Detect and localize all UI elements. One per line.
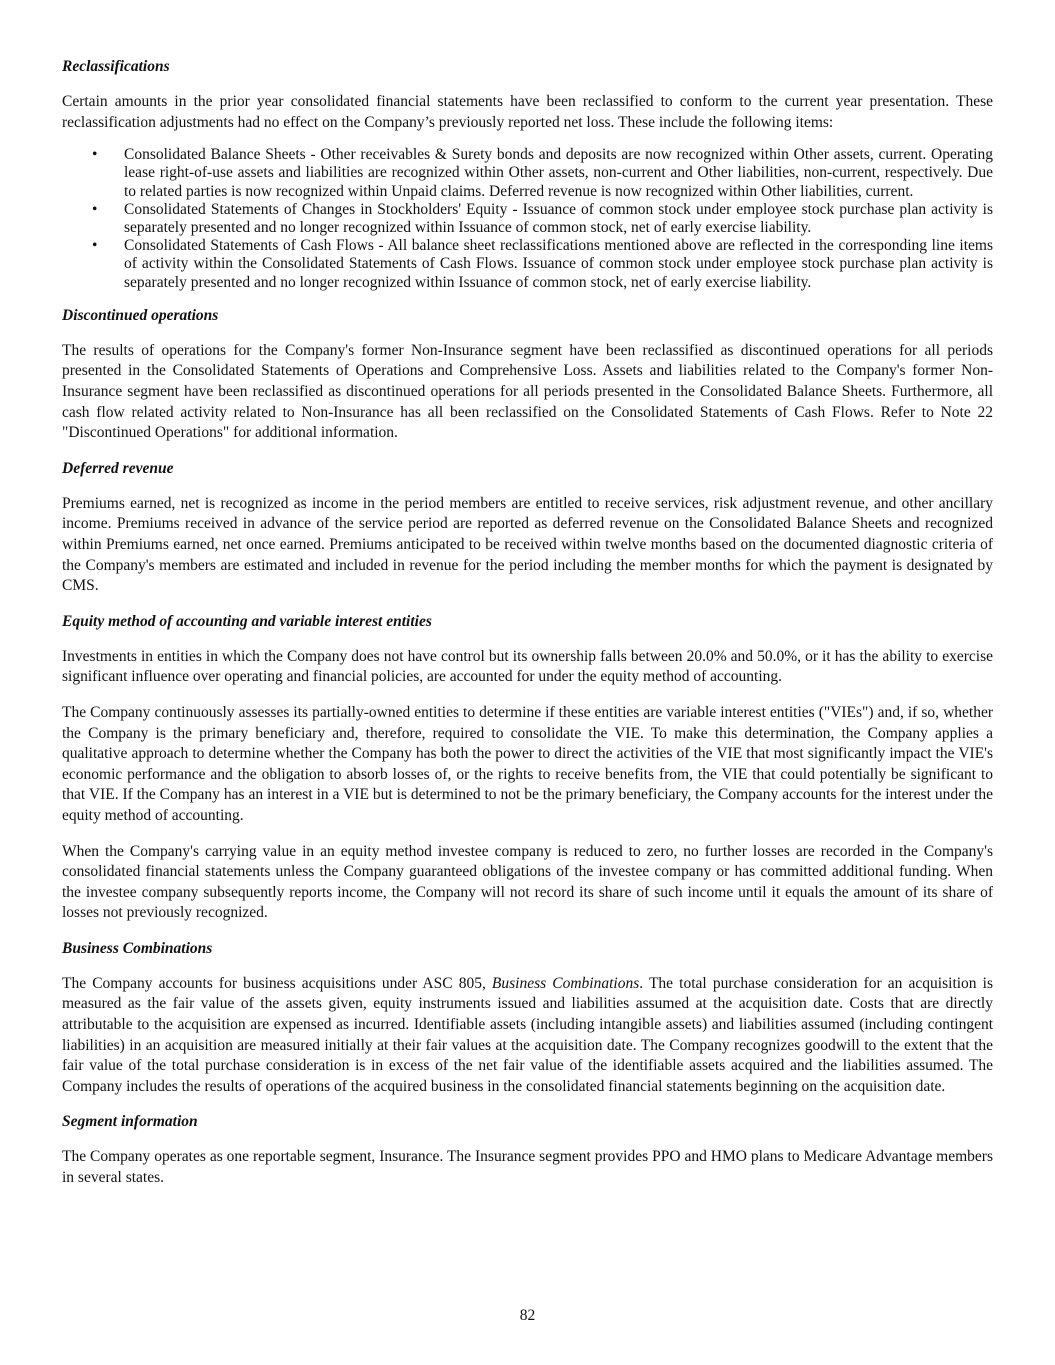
paragraph [62, 974, 993, 1098]
bullet-icon: • [92, 200, 98, 218]
document-page [62, 57, 993, 1204]
section-heading: Reclassifications [62, 58, 170, 75]
section-heading: Discontinued operations [62, 306, 219, 324]
list-item [62, 237, 993, 292]
bullet-list [62, 146, 993, 292]
paragraph: The Company continuously assesses its partially-owned entities to determine if these entities are variable interest entities ("VIEs") and, if so, whether the Company is the primary beneficiary and, therefore, required to consolidate the VIE. To make this determination, the Company applies a qualitative approach to determine whether the Company has both the power to direct the activities of the VIE that most significantly impact the VIE's economic performance and the obligation to absorb losses of, or the rights to receive benefits from, the VIE that could potentially be significant to that VIE. If the Company has an interest in a VIE but is determined to not be the primary beneficiary, the Company accounts for the interest under the equity method of accounting. [62, 703, 993, 824]
list-item-text: Consolidated Balance Sheets - Other receivables & Surety bonds and deposits are now recognized within Other assets, current. Operating lease right-of-use assets and liabilities are recognized within Other assets, non-current and Other liabilities, non-current, respectively. Due to related parties is now recognized within Unpaid claims. Deferred revenue is now recognized within Other liabilities, current. [124, 146, 993, 200]
paragraph: Certain amounts in the prior year consolidated financial statements have been reclassified to conform to the current year presentation. These reclassification adjustments had no effect on the Company’s previously reported net loss. These include the following items: [62, 93, 993, 131]
page-number: 82 [519, 1307, 536, 1324]
paragraph-text: The Company accounts for business acquisitions under ASC 805, [62, 974, 492, 992]
section-business-combinations [62, 939, 993, 1098]
bullet-icon: • [92, 237, 98, 255]
paragraph: Premiums earned, net is recognized as income in the period members are entitled to receive services, risk adjustment revenue, and other ancillary income. Premiums received in advance of the service period are reported as deferred revenue on the Consolidated Balance Sheets and recognized within Premiums earned, net once earned. Premiums anticipated to be received within twelve months based on the documented diagnostic criteria of the Company's members are estimated and included in revenue for the period including the member months for which the payment is designated by CMS. [62, 494, 993, 595]
list-item-text: Consolidated Statements of Changes in Stockholders' Equity - Issuance of common stock under employee stock purchase plan activity is separately presented and no longer recognized within Issuance of common stock, net of early exercise liability. [124, 200, 993, 236]
section-segment-information [62, 1112, 993, 1188]
section-heading: Business Combinations [62, 939, 213, 957]
paragraph: The Company operates as one reportable segment, Insurance. The Insurance segment provides PPO and HMO plans to Medicare Advantage members in several states. [62, 1148, 993, 1187]
list-item-text: Consolidated Statements of Cash Flows - All balance sheet reclassifications mentioned above are reflected in the corresponding line items of activity within the Consolidated Statements of Cash Flows. Issuance of common stock under employee stock purchase plan activity is separately presented and no longer recognized within Issuance of common stock, net of early exercise liability. [124, 237, 993, 291]
section-equity-method [62, 612, 993, 924]
paragraph: When the Company's carrying value in an equity method investee company is reduced to zero, no further losses are recorded in the Company's consolidated financial statements unless the Company guaranteed obligations of the investee company or has committed additional funding. When the investee company subsequently reports income, the Company will not record its share of such income until it equals the amount of its share of losses not previously recognized. [62, 842, 993, 922]
paragraph: Investments in entities in which the Company does not have control but its ownership falls between 20.0% and 50.0%, or it has the ability to exercise significant influence over operating and financial policies, are accounted for under the equity method of accounting. [62, 647, 993, 686]
paragraph-text: . The total purchase consideration for an acquisition is measured as the fair value of the assets given, equity instruments issued and liabilities assumed at the acquisition date. Costs that are directly attributable to the acquisition are expensed as incurred. Identifiable assets (including intangible assets) and liabilities assumed (including contingent liabilities) in an acquisition are measured initially at their fair values at the acquisition date. The Company recognizes goodwill to the extent that the fair value of the total purchase consideration is in excess of the net fair value of the identifiable assets acquired and the liabilities assumed. The Company includes the results of operations of the acquired business in the consolidated financial statements beginning on the acquisition date. [62, 974, 993, 1095]
list-item [62, 201, 993, 237]
list-item [62, 146, 993, 201]
section-heading: Deferred revenue [62, 459, 174, 477]
section-reclassifications [62, 57, 993, 292]
section-deferred-revenue [62, 459, 993, 597]
section-discontinued-operations [62, 306, 993, 444]
bullet-icon: • [92, 146, 98, 164]
section-heading: Segment information [62, 1113, 198, 1131]
section-heading: Equity method of accounting and variable interest entities [62, 612, 432, 630]
standard-title-italic: Business Combinations [491, 974, 640, 992]
paragraph: The results of operations for the Company's former Non-Insurance segment have been reclassified as discontinued operations for all periods presented in the Consolidated Statements of Operations and Comprehensive Loss. Assets and liabilities related to the Company's former Non-Insurance segment have been reclassified as discontinued operations for all periods presented in the Consolidated Balance Sheets. Furthermore, all cash flow related activity related to Non-Insurance has all been reclassified on the Consolidated Statements of Cash Flows. Refer to Note 22 "Discontinued Operations" for additional information. [62, 341, 993, 442]
